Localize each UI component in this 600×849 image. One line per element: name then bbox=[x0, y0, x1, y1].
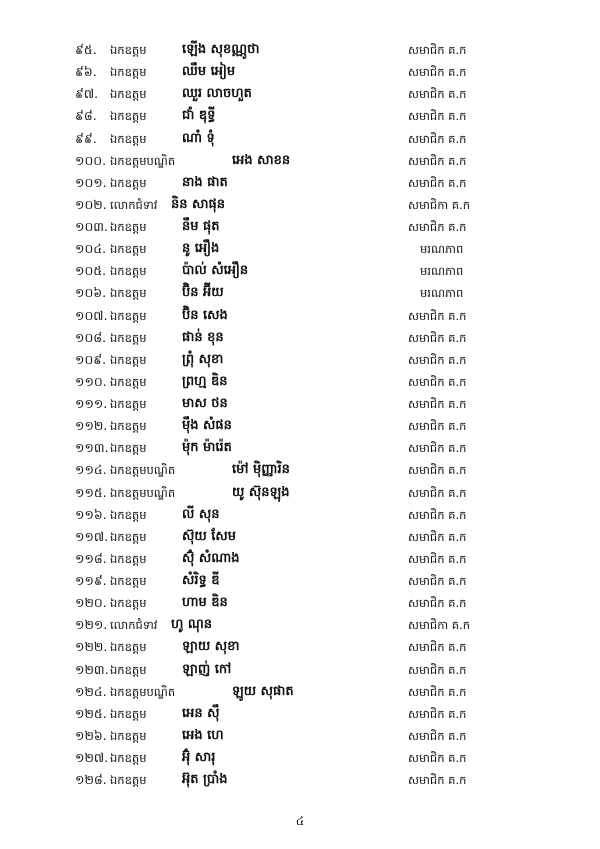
honorific-title: ឯកឧត្តម bbox=[110, 773, 147, 788]
item-number: ៩៧. bbox=[75, 86, 99, 102]
honorific-title: ឯកឧត្តមបណ្ឌិត bbox=[110, 463, 176, 478]
item-number: ១១៨. bbox=[75, 550, 107, 566]
member-name: អ៊ុំ សារុ bbox=[182, 750, 216, 765]
honorific-title: ឯកឧត្តម bbox=[110, 43, 147, 57]
member-name: នាង ផាត bbox=[182, 174, 228, 190]
member-list bbox=[0, 39, 600, 791]
member-status: សមាជិកា គ.ក bbox=[408, 197, 471, 212]
member-status: សមាជិក គ.ក bbox=[408, 330, 467, 345]
item-number: ១១៥. bbox=[75, 484, 107, 500]
list-item bbox=[0, 769, 600, 791]
item-number: ១១៤. bbox=[75, 462, 107, 478]
honorific-title: ឯកឧត្តម bbox=[110, 286, 147, 301]
member-name: ឡាញ់ កៅ bbox=[182, 661, 232, 677]
list-item bbox=[0, 681, 600, 703]
list-item bbox=[0, 260, 600, 282]
item-number: ១០២. bbox=[75, 196, 107, 212]
honorific-title: ឯកឧត្តម bbox=[110, 507, 147, 522]
item-number: ១២៨. bbox=[75, 772, 107, 788]
member-name: ជាំ ឌុទ្ធី bbox=[182, 108, 216, 124]
honorific-title: ឯកឧត្តម bbox=[110, 441, 147, 456]
honorific-title: ឯកឧត្តមបណ្ឌិត bbox=[110, 485, 176, 500]
item-number: ១០៦. bbox=[75, 285, 107, 301]
member-status: សមាជិក គ.ក bbox=[408, 397, 467, 411]
item-number: ១២៧. bbox=[75, 750, 109, 765]
honorific-title: ឯកឧត្តម bbox=[110, 65, 147, 80]
member-status: សមាជិក គ.ក bbox=[408, 109, 467, 124]
member-status: សមាជិក គ.ក bbox=[408, 131, 467, 146]
member-name: ម៉ៅ ម៉ិញ្ញារិន bbox=[232, 462, 290, 478]
honorific-title: ឯកឧត្តម bbox=[110, 529, 147, 544]
honorific-title: ឯកឧត្តម bbox=[110, 728, 147, 743]
member-name: ប៉ាល់ សំអឿន bbox=[182, 263, 249, 279]
item-number: ១១៧. bbox=[75, 528, 109, 544]
member-name: ផាន់ ខុន bbox=[182, 329, 224, 345]
honorific-title: ឯកឧត្តម bbox=[110, 308, 147, 323]
list-item bbox=[0, 504, 600, 526]
list-item bbox=[0, 570, 600, 592]
member-status: សមាជិក គ.ក bbox=[408, 463, 467, 478]
member-status: សមាជិក គ.ក bbox=[408, 728, 467, 743]
honorific-title: ឯកឧត្តម bbox=[110, 109, 147, 124]
list-item bbox=[0, 238, 600, 260]
member-status: មរណភាព bbox=[420, 286, 464, 301]
member-name: អេន ស៊ឹ bbox=[182, 705, 220, 721]
member-status: មរណភាព bbox=[420, 264, 464, 279]
member-name: អ៊ុត ប្រាំង bbox=[182, 772, 228, 788]
member-status: សមាជិក គ.ក bbox=[408, 220, 467, 234]
member-name: ឡើង សុខណ្ណូថា bbox=[182, 42, 260, 57]
list-item bbox=[0, 83, 600, 105]
member-status: សមាជិក គ.ក bbox=[408, 65, 467, 80]
list-item bbox=[0, 305, 600, 327]
item-number: ៩៦. bbox=[75, 64, 97, 80]
member-name: ប៊ិន សេង bbox=[182, 307, 228, 323]
member-name: និន សាផុន bbox=[171, 196, 226, 212]
list-item bbox=[0, 216, 600, 238]
list-item bbox=[0, 393, 600, 415]
item-number: ១២១. bbox=[75, 617, 108, 633]
item-number: ១១៣. bbox=[75, 440, 109, 456]
member-name: អេង ហេ bbox=[182, 727, 224, 743]
member-name: ហាម ឌិន bbox=[182, 595, 228, 611]
honorific-title: ឯកឧត្តម bbox=[110, 87, 147, 102]
member-status: សមាជិក គ.ក bbox=[408, 773, 467, 788]
honorific-title: ឯកឧត្តម bbox=[110, 419, 147, 434]
member-status: សមាជិក គ.ក bbox=[408, 640, 467, 655]
list-item bbox=[0, 282, 600, 304]
honorific-title: ឯកឧត្តម bbox=[110, 574, 147, 588]
honorific-title: ឯកឧត្តម bbox=[110, 220, 147, 234]
member-name: អេង សាខន bbox=[232, 152, 291, 168]
member-name: ហូ ណុន bbox=[171, 617, 213, 633]
member-name: ណាំ ទុំ bbox=[182, 130, 215, 146]
item-number: ១២២. bbox=[75, 639, 108, 655]
honorific-title: ឯកឧត្តម bbox=[110, 397, 147, 411]
list-item bbox=[0, 482, 600, 504]
member-name: ស៊ុយ សែម bbox=[182, 528, 237, 544]
item-number: ៩៨. bbox=[75, 108, 97, 124]
member-status: សមាជិក គ.ក bbox=[408, 485, 467, 500]
item-number: ១០០. bbox=[75, 152, 107, 168]
member-name: ស៊ុំ សំណាង bbox=[182, 550, 240, 566]
member-name: ម៉ឹង សំផន bbox=[182, 418, 232, 434]
item-number: ១០១. bbox=[75, 174, 107, 190]
member-status: សមាជិក គ.ក bbox=[408, 706, 467, 721]
honorific-title: ឯកឧត្តម bbox=[110, 551, 147, 566]
list-item bbox=[0, 459, 600, 481]
item-number: ៩៩. bbox=[75, 130, 97, 146]
item-number: ១២០. bbox=[75, 595, 107, 611]
list-item bbox=[0, 614, 600, 636]
honorific-title: ឯកឧត្តមបណ្ឌិត bbox=[110, 153, 176, 168]
list-item bbox=[0, 128, 600, 150]
list-item bbox=[0, 61, 600, 83]
member-name: ព្រុំ សុខា bbox=[182, 351, 224, 367]
member-name: ប៊ិន អ៊ីយ bbox=[182, 285, 224, 301]
member-status: សមាជិក គ.ក bbox=[408, 751, 467, 765]
member-name: នឹម ផុត bbox=[182, 219, 220, 234]
item-number: ១១១. bbox=[75, 396, 108, 411]
list-item bbox=[0, 548, 600, 570]
item-number: ១២៥. bbox=[75, 705, 107, 721]
item-number: ១២៣. bbox=[75, 661, 109, 677]
list-item bbox=[0, 747, 600, 769]
item-number: ១១៦. bbox=[75, 506, 107, 522]
member-status: សមាជិក គ.ក bbox=[408, 551, 467, 566]
member-status: សមាជិក គ.ក bbox=[408, 175, 467, 190]
honorific-title: លោកជំទាវ bbox=[110, 197, 158, 212]
member-status: សមាជិក គ.ក bbox=[408, 662, 467, 677]
member-name: សំរិទ្ធ ឌី bbox=[182, 573, 220, 588]
list-item bbox=[0, 194, 600, 216]
member-name: លី សុន bbox=[182, 506, 220, 522]
list-item bbox=[0, 636, 600, 658]
member-status: មរណភាព bbox=[420, 242, 464, 257]
honorific-title: ឯកឧត្តម bbox=[110, 662, 147, 677]
item-number: ១១២. bbox=[75, 418, 108, 434]
list-item bbox=[0, 327, 600, 349]
list-item bbox=[0, 371, 600, 393]
honorific-title: ឯកឧត្តម bbox=[110, 175, 147, 190]
honorific-title: ឯកឧត្តម bbox=[110, 264, 147, 279]
item-number: ៩៥. bbox=[75, 42, 97, 57]
list-item bbox=[0, 349, 600, 371]
page-number: ៤ bbox=[295, 814, 305, 828]
honorific-title: ឯកឧត្តម bbox=[110, 640, 147, 655]
item-number: ១០៩. bbox=[75, 351, 107, 367]
item-number: ១០៨. bbox=[75, 329, 107, 345]
member-name: ឡាយ សុខា bbox=[182, 639, 240, 655]
item-number: ១០៤. bbox=[75, 241, 107, 257]
item-number: ១២៤. bbox=[75, 683, 107, 699]
member-name: ឈឹម អៀម bbox=[182, 64, 236, 80]
member-name: ឈួរ លាចហួត bbox=[182, 86, 252, 102]
list-item bbox=[0, 172, 600, 194]
member-status: សមាជិក គ.ក bbox=[408, 352, 467, 367]
honorific-title: ឯកឧត្តម bbox=[110, 596, 147, 611]
member-name: ព្រហ្ម ឌិន bbox=[182, 373, 228, 389]
item-number: ១០៣. bbox=[75, 219, 108, 234]
list-item bbox=[0, 437, 600, 459]
honorific-title: ឯកឧត្តម bbox=[110, 751, 147, 765]
list-item bbox=[0, 415, 600, 437]
member-name: នូ អឿង bbox=[182, 241, 220, 257]
list-item bbox=[0, 105, 600, 127]
member-status: សមាជិក គ.ក bbox=[408, 308, 467, 323]
member-status: សមាជិក គ.ក bbox=[408, 441, 467, 456]
list-item bbox=[0, 659, 600, 681]
list-item bbox=[0, 703, 600, 725]
member-name: មាស ថន bbox=[182, 396, 228, 411]
member-status: សមាជិក គ.ក bbox=[408, 596, 467, 611]
honorific-title: ឯកឧត្តម bbox=[110, 131, 147, 146]
list-item bbox=[0, 150, 600, 172]
member-status: សមាជិក គ.ក bbox=[408, 529, 467, 544]
member-status: សមាជិក គ.ក bbox=[408, 684, 467, 699]
item-number: ១១៩. bbox=[75, 573, 107, 588]
honorific-title: ឯកឧត្តម bbox=[110, 352, 147, 367]
honorific-title: ឯកឧត្តម bbox=[110, 374, 147, 389]
honorific-title: ឯកឧត្តមបណ្ឌិត bbox=[110, 684, 176, 699]
list-item bbox=[0, 592, 600, 614]
member-status: សមាជិក គ.ក bbox=[408, 574, 467, 588]
member-status: សមាជិក គ.ក bbox=[408, 374, 467, 389]
item-number: ១១០. bbox=[75, 373, 107, 389]
list-item bbox=[0, 39, 600, 61]
honorific-title: លោកជំទាវ bbox=[110, 618, 158, 633]
honorific-title: ឯកឧត្តម bbox=[110, 706, 147, 721]
member-status: សមាជិកា គ.ក bbox=[408, 618, 471, 633]
member-name: ឡូយ សុផាត bbox=[232, 683, 294, 699]
member-name: យូ ស៊ុនឡុង bbox=[232, 484, 290, 500]
member-status: សមាជិក គ.ក bbox=[408, 87, 467, 102]
honorific-title: ឯកឧត្តម bbox=[110, 242, 147, 257]
member-status: សមាជិក គ.ក bbox=[408, 43, 467, 57]
member-status: សមាជិក គ.ក bbox=[408, 153, 467, 168]
honorific-title: ឯកឧត្តម bbox=[110, 330, 147, 345]
member-name: ម៉ុក ម៉ារ៉េត bbox=[182, 440, 232, 456]
member-status: សមាជិក គ.ក bbox=[408, 419, 467, 434]
item-number: ១២៦. bbox=[75, 727, 107, 743]
item-number: ១០៥. bbox=[75, 263, 107, 279]
list-item bbox=[0, 526, 600, 548]
list-item bbox=[0, 725, 600, 747]
member-status: សមាជិក គ.ក bbox=[408, 507, 467, 522]
item-number: ១០៧. bbox=[75, 307, 108, 323]
